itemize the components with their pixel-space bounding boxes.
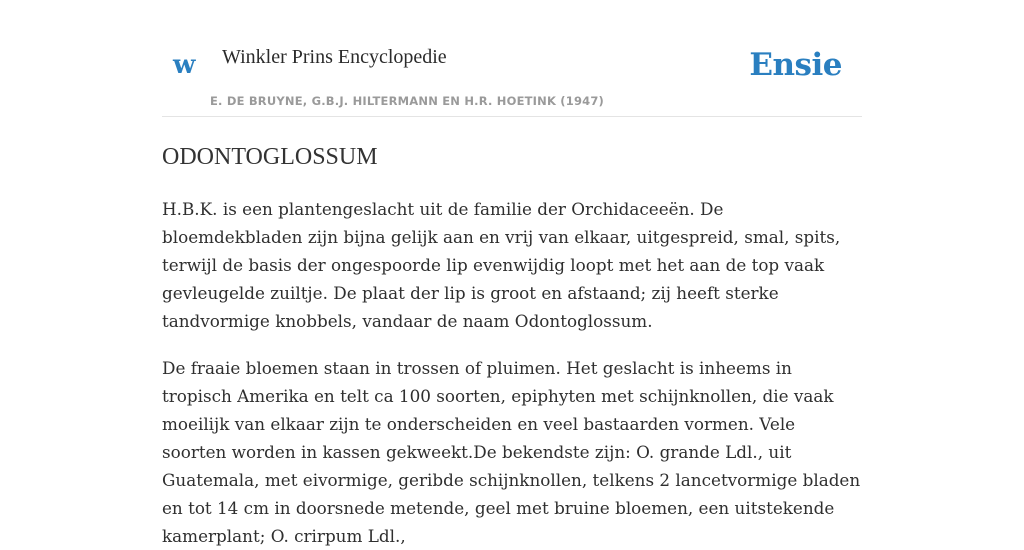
article-title: ODONTOGLOSSUM	[162, 144, 378, 170]
winkler-prins-logo[interactable]: w	[173, 50, 196, 80]
article-paragraph-2: De fraaie bloemen staan in trossen of pluimen. Het geslacht is inheems in tropisch Amerika en telt ca 100 soorten, epiphyten met schijnknollen, die vaak moeilijk van elkaar zijn te onderscheiden en veel bastaarden vormen. Vele soorten worden in kassen gekweekt.De bekendste zijn: O. grande Ldl., uit Guatemala, met eivormige, geribde schijnknollen, telkens 2 lancetvormige bladen en tot 14 cm in doorsnede metende, geel met bruine bloemen, een uitstekende kamerplant; O. crirpum Ldl.,	[162, 358, 861, 546]
article-paragraph-1: H.B.K. is een plantengeslacht uit de familie der Orchidaceeën. De bloemdekbladen zijn bijna gelijk aan en vrij van elkaar, uitgespreid, smal, spits, terwijl de basis der ongespoorde lip evenwijdig loopt met het aan de top vaak gevleugelde zuiltje. De plaat der lip is groot en afstaand; zij heeft sterke tandvormige knobbels, vandaar de naam Odontoglossum.	[162, 199, 841, 331]
header	[162, 0, 862, 117]
encyclopedia-title[interactable]: Winkler Prins Encyclopedie	[222, 46, 447, 68]
authors-line: E. DE BRUYNE, G.B.J. HILTERMANN EN H.R. HOETINK (1947)	[210, 94, 605, 108]
ensie-logo[interactable]: Ensie	[749, 47, 842, 83]
page	[162, 0, 862, 550]
